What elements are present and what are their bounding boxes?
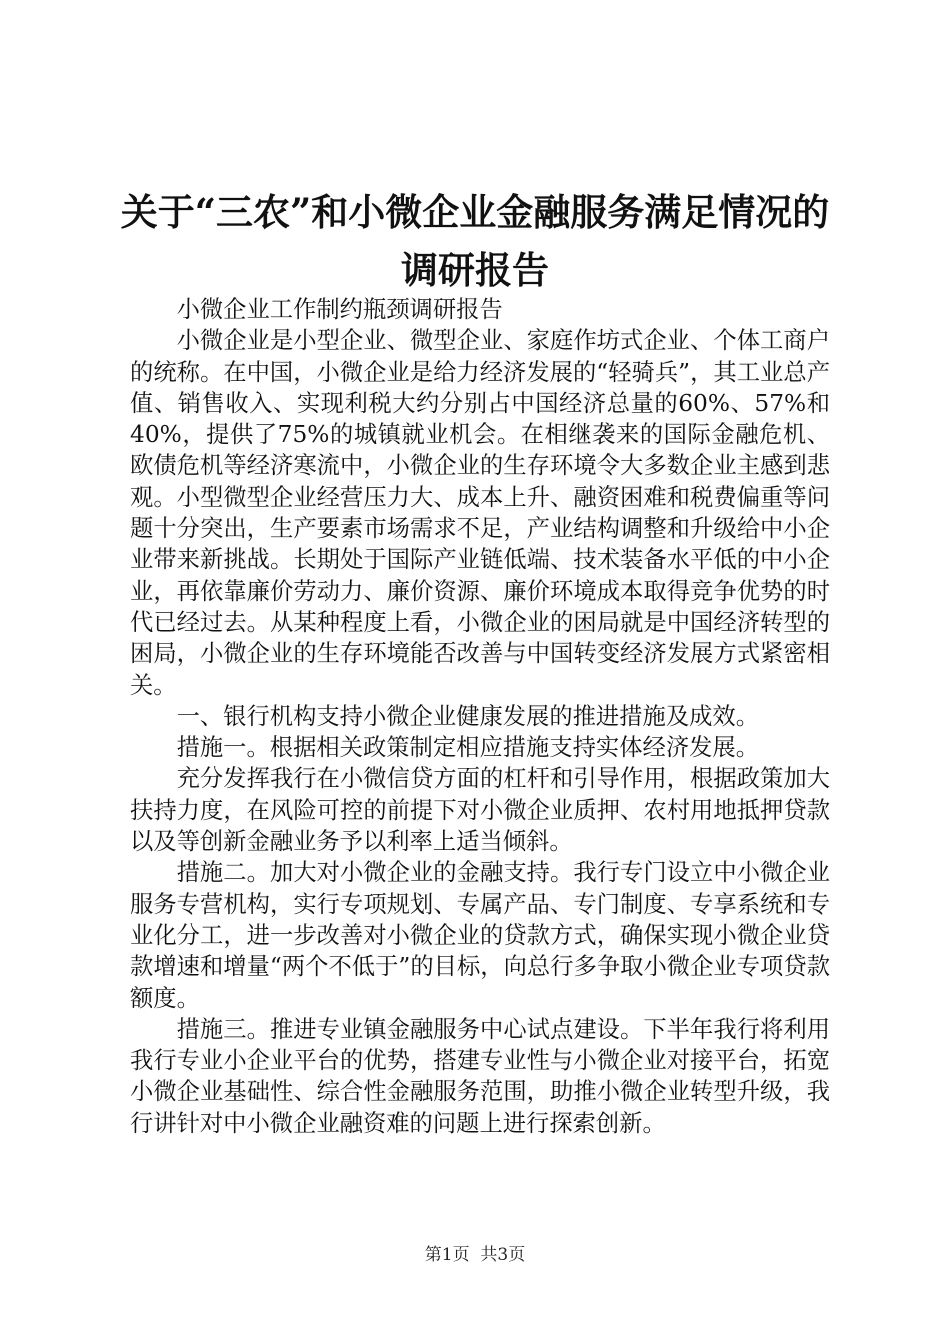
- document-body: [130, 294, 830, 1139]
- paragraph-intro: 小微企业是小型企业、微型企业、家庭作坊式企业、个体工商户的统称。在中国，小微企业是给力经济发展的“轻骑兵”，其工业总产值、销售收入、实现利税大约分别占中国经济总量的60%、57%和40%，提供了75%的城镇就业机会。在相继袭来的国际金融危机、欧债危机等经济寒流中，小微企业的生存环境令大多数企业主感到悲观。小型微型企业经营压力大、成本上升、融资困难和税费偏重等问题十分突出，生产要素市场需求不足，产业结构调整和升级给中小企业带来新挑战。长期处于国际产业链低端、技术装备水平低的中小企业，再依靠廉价劳动力、廉价资源、廉价环境成本取得竞争优势的时代已经过去。从某种程度上看，小微企业的困局就是中国经济转型的困局，小微企业的生存环境能否改善与中国转变经济发展方式紧密相关。: [130, 327, 830, 699]
- document-title-line-2: 调研报告: [401, 248, 549, 292]
- document-title-line-1: 关于“三农”和小微企业金融服务满足情况的: [120, 190, 830, 234]
- paragraph-subtitle: 小微企业工作制约瓶颈调研报告: [176, 296, 503, 323]
- page-footer: [0, 1244, 950, 1266]
- page-number: 第1页 共3页: [424, 1245, 526, 1265]
- paragraph-section-heading: 一、银行机构支持小微企业健康发展的推进措施及成效。: [176, 702, 760, 730]
- paragraph-measure-1: 措施一。根据相关政策制定相应措施支持实体经济发展。: [176, 734, 760, 762]
- paragraph-measure-2: 措施二。加大对小微企业的金融支持。我行专门设立中小微企业服务专营机构，实行专项规划、专属产品、专门制度、专享系统和专业化分工，进一步改善对小微企业的贷款方式，确保实现小微企业贷款增速和增量“两个不低于”的目标，向总行多争取小微企业专项贷款额度。: [130, 859, 830, 1012]
- paragraph-measure-3: 措施三。推进专业镇金融服务中心试点建设。下半年我行将利用我行专业小企业平台的优势，搭建专业性与小微企业对接平台，拓宽小微企业基础性、综合性金融服务范围，助推小微企业转型升级，我行讲针对中小微企业融资难的问题上进行探索创新。: [130, 1015, 830, 1137]
- paragraph-measure-1-detail: 充分发挥我行在小微信贷方面的杠杆和引导作用，根据政策加大扶持力度，在风险可控的前提下对小微企业质押、农村用地抵押贷款以及等创新金融业务予以利率上适当倾斜。: [130, 765, 830, 856]
